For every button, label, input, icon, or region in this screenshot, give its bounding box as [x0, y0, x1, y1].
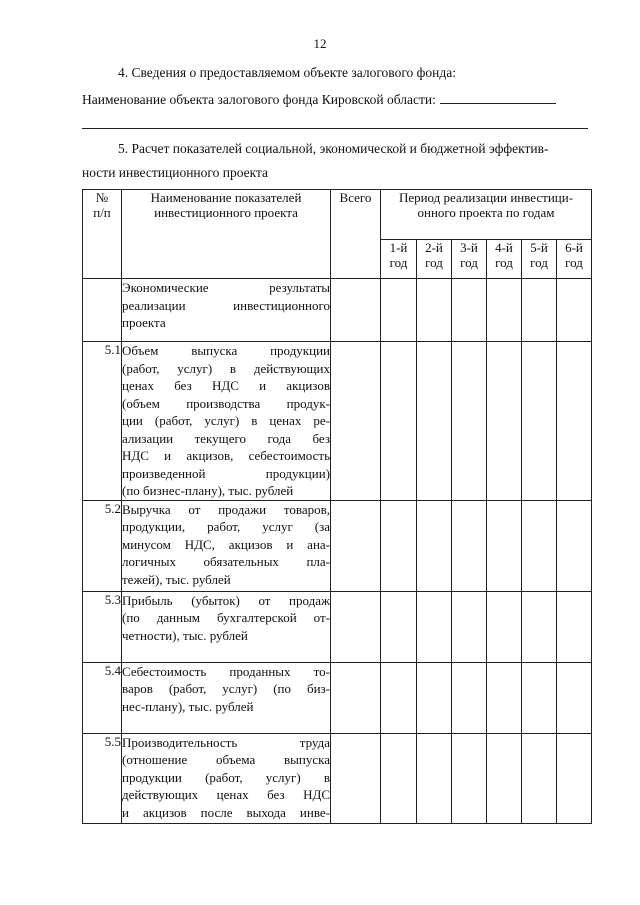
collateral-object-label: Наименование объекта залогового фонда Кировской области:	[82, 92, 436, 107]
indicator-name-line: ции (работ, услуг) в ценах ре-	[122, 413, 330, 428]
indicator-name-line: тежей), тыс. рублей	[122, 571, 231, 587]
indicator-name-line: ализации текущего года без	[122, 430, 330, 446]
year-cell	[557, 279, 592, 342]
indicator-name-line: (по данным бухгалтерской от-	[122, 610, 330, 625]
row-number: 5.3	[83, 591, 122, 662]
year-cell	[452, 662, 487, 733]
table-row	[83, 279, 592, 342]
blank-line	[82, 128, 588, 129]
row-number: 5.2	[83, 500, 122, 591]
header-period-line: Период реализации инвестици-	[398, 190, 574, 205]
year-cell	[487, 500, 522, 591]
total-cell	[331, 733, 381, 823]
table-row	[83, 662, 592, 733]
year-cell	[557, 662, 592, 733]
year-header-line: год	[425, 255, 443, 270]
year-cell	[417, 279, 452, 342]
row-number: 5.1	[83, 342, 122, 501]
year-cell	[417, 591, 452, 662]
year-cell	[452, 591, 487, 662]
year-header-line: 2-й	[425, 240, 443, 255]
indicator-name	[122, 279, 331, 342]
year-cell	[381, 500, 417, 591]
indicator-name-line: (работ, услуг) в действующих	[122, 360, 330, 376]
indicator-name-line: действующих ценах без НДС	[122, 787, 330, 802]
total-cell	[331, 662, 381, 733]
year-cell	[452, 733, 487, 823]
year-cell	[381, 342, 417, 501]
year-cell	[381, 733, 417, 823]
indicator-name-line: четности), тыс. рублей	[122, 627, 248, 643]
total-cell	[331, 591, 381, 662]
row-number: 5.5	[83, 733, 122, 823]
indicator-name-line: логичных обязательных пла-	[122, 554, 330, 569]
indicator-name-line: (объем производства продук-	[122, 395, 330, 411]
efficiency-table	[82, 189, 592, 824]
section5-heading-line1: 5. Расчет показателей социальной, экономической и бюджетной эффектив-	[118, 141, 549, 156]
header-total: Всего	[331, 190, 381, 279]
year-cell	[522, 342, 557, 501]
indicator-name-line: продукции (работ, услуг) в	[122, 769, 330, 785]
year-header-line: год	[530, 255, 548, 270]
row-number	[83, 279, 122, 342]
year-header-6	[557, 240, 592, 279]
year-header-line: 4-й	[495, 240, 513, 255]
indicator-name-line: ценах без НДС и акцизов	[122, 378, 330, 393]
year-cell	[452, 279, 487, 342]
page-number: 12	[313, 36, 327, 51]
indicator-name	[122, 733, 331, 823]
year-header-line: 5-й	[530, 240, 548, 255]
year-cell	[522, 662, 557, 733]
indicator-name-line: реализации инвестиционного	[122, 297, 330, 313]
indicator-name-line: проекта	[122, 315, 166, 330]
year-header-3	[452, 240, 487, 279]
year-cell	[487, 662, 522, 733]
indicator-name-line: и акцизов после выхода инве-	[122, 804, 330, 820]
indicator-name-line: Экономические результаты	[122, 280, 330, 295]
collateral-object-blank-field	[440, 91, 556, 104]
indicator-name-line: НДС и акцизов, себестоимость	[122, 448, 330, 463]
indicator-name	[122, 500, 331, 591]
year-cell	[487, 342, 522, 501]
year-header-1	[381, 240, 417, 279]
year-header-2	[417, 240, 452, 279]
year-cell	[487, 733, 522, 823]
year-cell	[452, 342, 487, 501]
indicator-name-line: произведенной продукции)	[122, 465, 330, 481]
table-row	[83, 591, 592, 662]
header-num-line: п/п	[93, 205, 111, 220]
year-header-line: год	[389, 255, 408, 270]
indicator-name-line: Прибыль (убыток) от продаж	[122, 592, 330, 608]
year-cell	[417, 733, 452, 823]
indicator-name	[122, 342, 331, 501]
indicator-name-line: (отношение объема выпуска	[122, 752, 330, 767]
indicator-name	[122, 662, 331, 733]
year-cell	[417, 342, 452, 501]
indicator-name-line: минусом НДС, акцизов и ана-	[122, 536, 330, 552]
indicator-name-line: Производительность труда	[122, 734, 330, 750]
header-num-line: №	[95, 190, 109, 205]
header-name-line: Наименование показателей	[150, 190, 302, 205]
year-header-4	[487, 240, 522, 279]
year-cell	[452, 500, 487, 591]
year-cell	[522, 591, 557, 662]
year-cell	[557, 733, 592, 823]
indicator-name-line: нес-плану), тыс. рублей	[122, 698, 254, 714]
year-header-5	[522, 240, 557, 279]
header-num	[83, 190, 122, 279]
indicator-name-line: Себестоимость проданных то-	[122, 663, 330, 679]
year-cell	[522, 733, 557, 823]
year-cell	[557, 591, 592, 662]
header-name-line: инвестиционного проекта	[154, 205, 298, 220]
year-header-line: год	[460, 255, 478, 270]
year-cell	[522, 279, 557, 342]
year-cell	[381, 279, 417, 342]
year-cell	[417, 662, 452, 733]
section4-heading: 4. Сведения о предоставляемом объекте залогового фонда:	[118, 65, 456, 80]
year-cell	[557, 342, 592, 501]
indicator-name-line: варов (работ, услуг) (по биз-	[122, 681, 330, 696]
indicator-name-line: Выручка от продажи товаров,	[122, 501, 330, 517]
collateral-object-line	[82, 91, 556, 108]
total-cell	[331, 500, 381, 591]
year-cell	[487, 591, 522, 662]
efficiency-table-body	[83, 190, 592, 824]
year-header-line: год	[495, 255, 513, 270]
header-row	[83, 190, 592, 240]
table-row	[83, 500, 592, 591]
year-cell	[417, 500, 452, 591]
header-name	[122, 190, 331, 279]
year-cell	[487, 279, 522, 342]
table-row	[83, 342, 592, 501]
total-cell	[331, 279, 381, 342]
year-header-line: год	[565, 255, 583, 270]
year-header-line: 6-й	[565, 240, 583, 255]
year-cell	[557, 500, 592, 591]
indicator-name-line: Объем выпуска продукции	[122, 343, 330, 358]
year-header-line: 1-й	[389, 240, 408, 255]
header-period-line: онного проекта по годам	[417, 205, 555, 220]
year-header-line: 3-й	[460, 240, 478, 255]
year-cell	[381, 591, 417, 662]
section5-heading-line2: ности инвестиционного проекта	[82, 165, 269, 180]
row-number: 5.4	[83, 662, 122, 733]
indicator-name-line: (по бизнес-плану), тыс. рублей	[122, 483, 294, 498]
indicator-name-line: продукции, работ, услуг (за	[122, 519, 330, 534]
year-cell	[381, 662, 417, 733]
indicator-name	[122, 591, 331, 662]
year-cell	[522, 500, 557, 591]
table-row	[83, 733, 592, 823]
header-period	[381, 190, 592, 240]
total-cell	[331, 342, 381, 501]
